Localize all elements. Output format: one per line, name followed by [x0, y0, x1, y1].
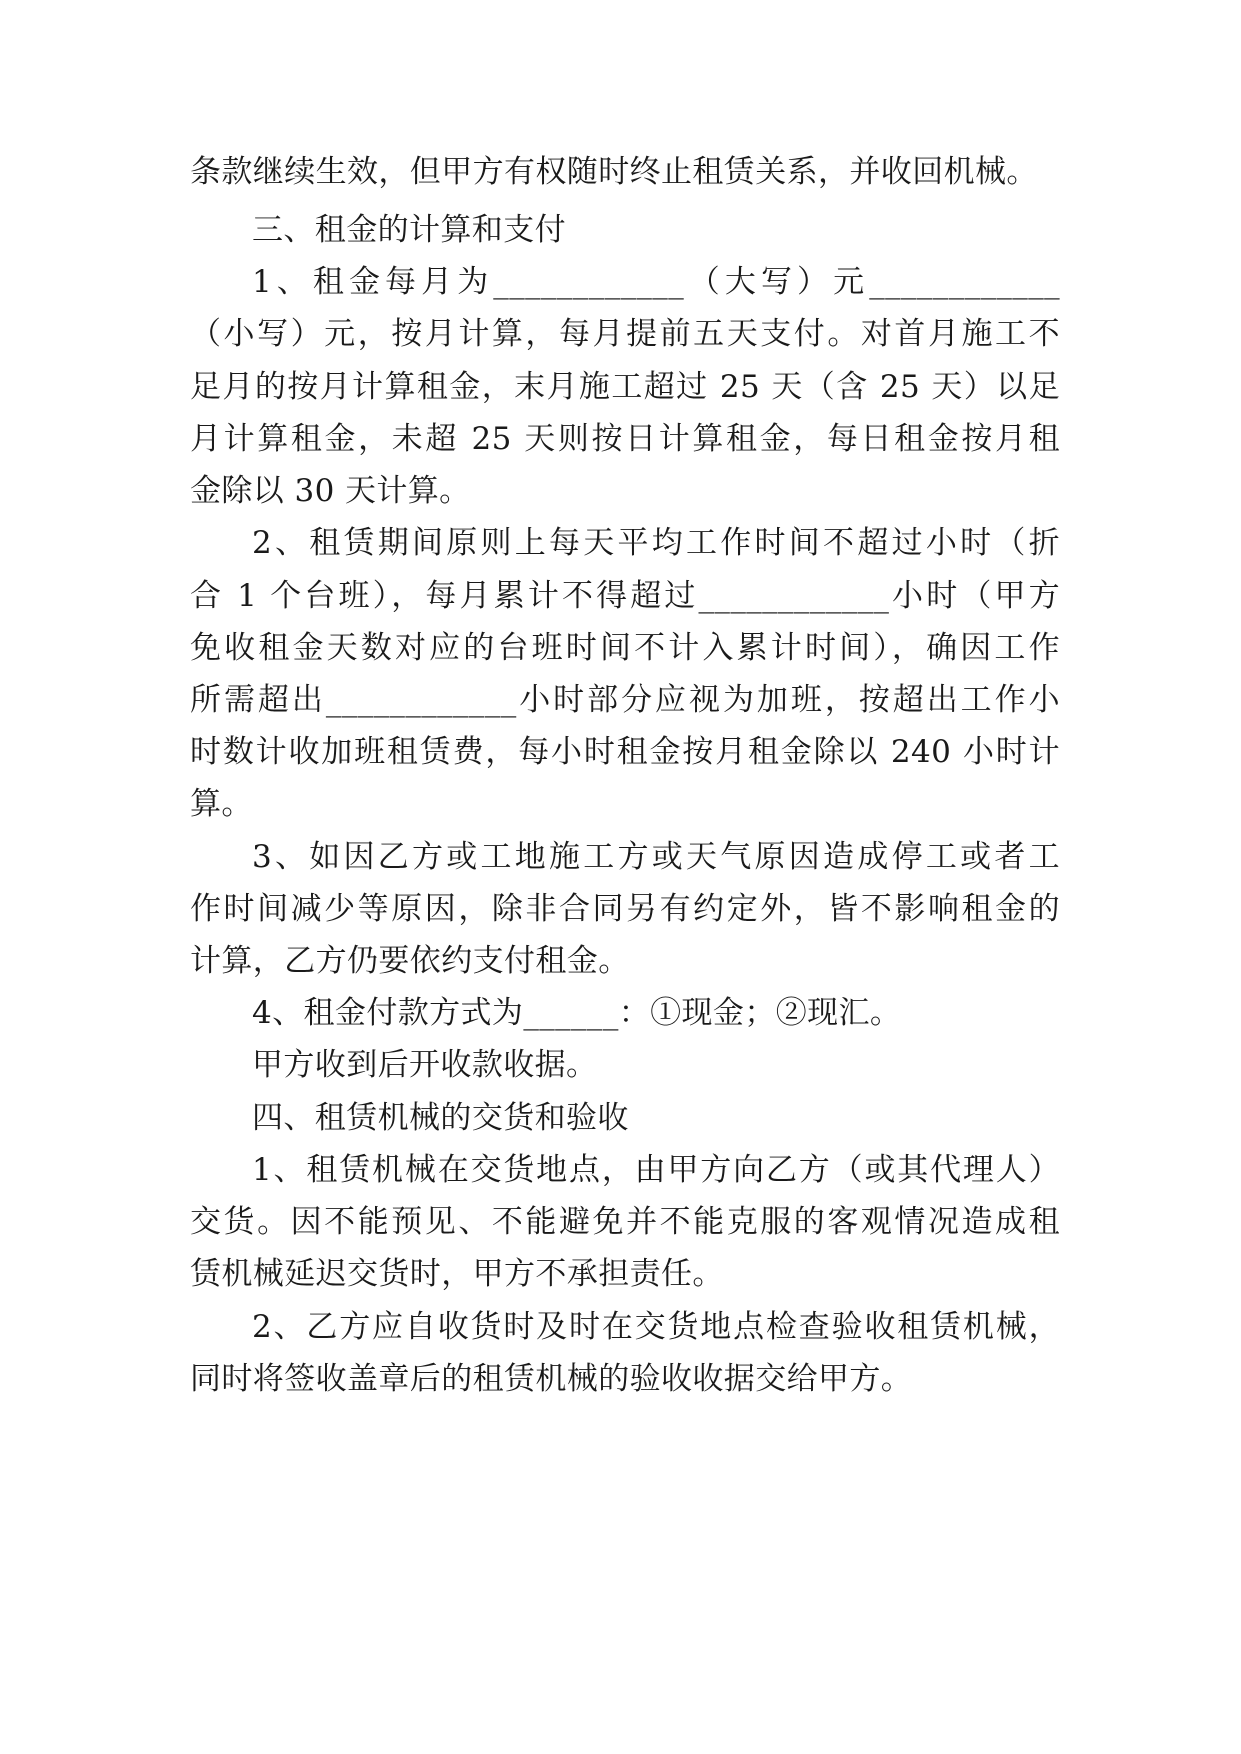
text-line: 月计算租金，未超 25 天则按日计算租金，每日租金按月租 [190, 421, 1060, 457]
text-line: 免收租金天数对应的台班时间不计入累计时间），确因工作 [190, 630, 1060, 666]
text-line: 计算，乙方仍要依约支付租金。 [190, 943, 630, 979]
text-line: 甲方收到后开收款收据。 [252, 1047, 598, 1083]
text-line: 1、租金每月为____________（大写）元____________ [252, 264, 1060, 300]
text-line: 同时将签收盖章后的租赁机械的验收收据交给甲方。 [190, 1361, 913, 1397]
text-line: 作时间减少等原因，除非合同另有约定外，皆不影响租金的 [190, 891, 1060, 927]
text-line: 合 1 个台班），每月累计不得超过____________小时（甲方 [190, 578, 1060, 614]
section-heading: 三、租金的计算和支付 [252, 212, 566, 248]
text-line: 时数计收加班租赁费，每小时租金按月租金除以 240 小时计 [190, 734, 1060, 770]
text-line: 3、如因乙方或工地施工方或天气原因造成停工或者工 [252, 839, 1060, 875]
text-line: 赁机械延迟交货时，甲方不承担责任。 [190, 1256, 724, 1292]
text-line: 4、租金付款方式为______：①现金；②现汇。 [252, 995, 902, 1031]
text-line: 2、乙方应自收货时及时在交货地点检查验收租赁机械， [252, 1309, 1060, 1345]
text-line: 足月的按月计算租金，末月施工超过 25 天（含 25 天）以足 [190, 369, 1060, 405]
text-line: 1、租赁机械在交货地点，由甲方向乙方（或其代理人） [252, 1152, 1060, 1188]
text-line: 条款继续生效，但甲方有权随时终止租赁关系，并收回机械。 [190, 154, 1038, 190]
text-line: （小写）元，按月计算，每月提前五天支付。对首月施工不 [190, 316, 1060, 352]
text-line: 交货。因不能预见、不能避免并不能克服的客观情况造成租 [190, 1204, 1060, 1240]
text-line: 算。 [190, 786, 253, 822]
text-line: 所需超出____________小时部分应视为加班，按超出工作小 [190, 682, 1060, 718]
text-line: 2、租赁期间原则上每天平均工作时间不超过小时（折 [252, 525, 1060, 561]
section-heading: 四、租赁机械的交货和验收 [252, 1100, 629, 1136]
text-line: 金除以 30 天计算。 [190, 473, 471, 509]
